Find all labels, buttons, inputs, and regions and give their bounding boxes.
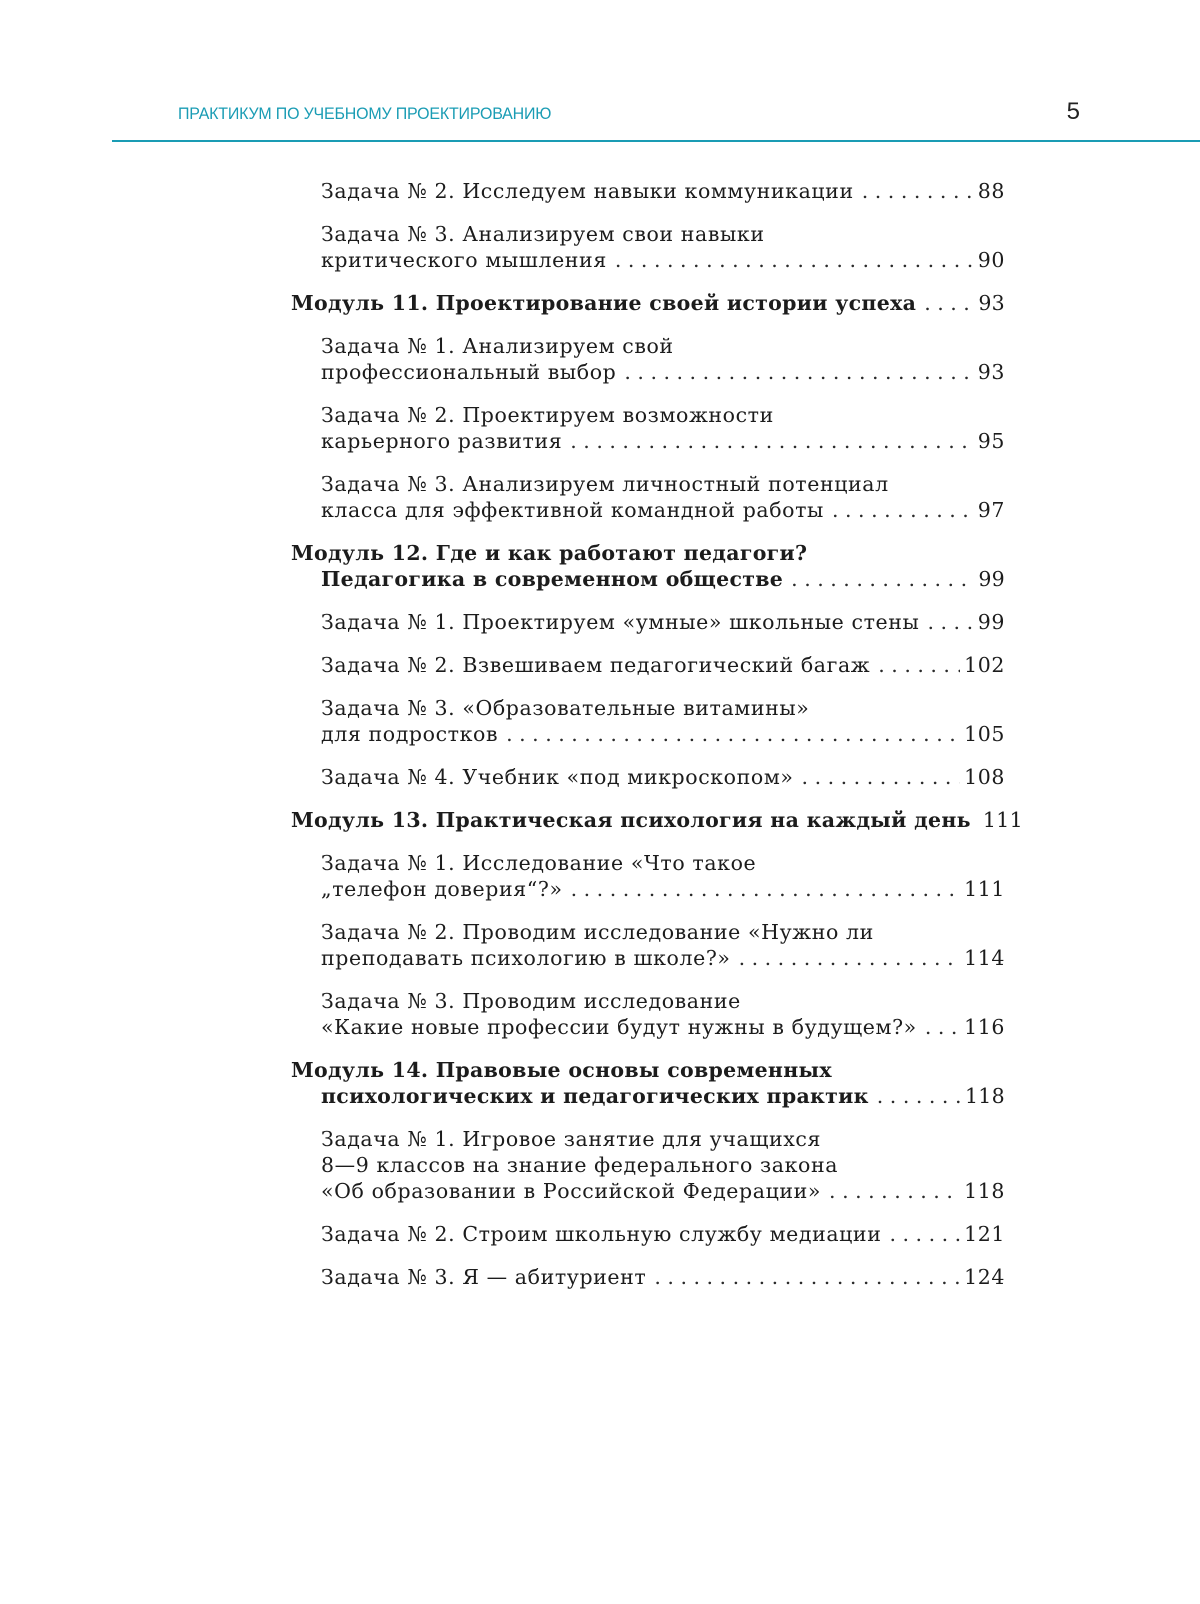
toc-page-number: 97 (977, 498, 1005, 522)
toc-page-number: 111 (964, 877, 1005, 901)
toc-entry-line: Задача № 2. Проектируем возможности (321, 403, 774, 427)
toc-task-entry (291, 178, 1011, 204)
dot-leader (506, 721, 960, 747)
toc-entry-last-line (291, 566, 1005, 592)
dot-leader (878, 652, 960, 678)
toc-page-number: 99 (977, 610, 1005, 634)
toc-page-number: 116 (964, 1015, 1005, 1039)
toc-entry-text: критического мышления (321, 248, 607, 272)
running-head-title: ПРАКТИКУМ ПО УЧЕБНОМУ ПРОЕКТИРОВАНИЮ (178, 104, 552, 123)
toc-entry-last-line (321, 1178, 1005, 1204)
dot-leader (925, 1014, 960, 1040)
toc-entry-last-line (321, 1221, 1005, 1247)
toc-entry-line: 8—9 классов на знание федерального закона (321, 1153, 839, 1177)
dot-leader (654, 1264, 960, 1290)
toc-page-number: 99 (978, 567, 1005, 591)
toc-entry-last-line (321, 247, 1005, 273)
dot-leader (924, 290, 973, 316)
toc-page-number: 124 (964, 1265, 1005, 1289)
toc-entry-text: Задача № 4. Учебник «под микроскопом» (321, 765, 794, 789)
toc-entry-text: Модуль 11. Проектирование своей истории успеха (291, 291, 917, 315)
dot-leader (862, 178, 973, 204)
page-number: 5 (1066, 98, 1080, 125)
toc-entry-line: Задача № 3. Анализируем свои навыки (321, 222, 765, 246)
dot-leader (877, 1083, 961, 1109)
toc-entry-text: Задача № 3. Я — абитуриент (321, 1265, 647, 1289)
toc-entry-last-line (321, 764, 1005, 790)
toc-task-entry (291, 695, 1011, 747)
toc-page-number: 88 (977, 179, 1005, 203)
toc-module-entry (291, 807, 1023, 833)
toc-entry-text: карьерного развития (321, 429, 563, 453)
dot-leader (802, 764, 961, 790)
toc-task-entry (291, 988, 1011, 1040)
toc-module-entry (291, 1057, 1011, 1109)
toc-entry-text: „телефон доверия“?» (321, 877, 563, 901)
toc-page-number: 108 (964, 765, 1005, 789)
toc-entry-last-line (291, 807, 1023, 833)
toc-page-number: 105 (964, 722, 1005, 746)
dot-leader (927, 609, 973, 635)
toc-task-entry (291, 1126, 1011, 1204)
toc-entry-text: Модуль 13. Практическая психология на каждый день (291, 808, 971, 832)
toc-page-number: 90 (977, 248, 1005, 272)
toc-entry-text: Задача № 1. Проектируем «умные» школьные стены (321, 610, 920, 634)
toc-entry-line: Задача № 3. «Образовательные витамины» (321, 696, 810, 720)
toc-entry-text: Педагогика в современном обществе (321, 567, 784, 591)
toc-task-entry (291, 919, 1011, 971)
toc-entry-line: Задача № 1. Анализируем свой (321, 334, 674, 358)
toc-task-entry (291, 764, 1011, 790)
toc-entry-last-line (321, 497, 1005, 523)
dot-leader (615, 247, 973, 273)
toc-entry-line: Задача № 2. Проводим исследование «Нужно ли (321, 920, 874, 944)
dot-leader (571, 876, 960, 902)
toc-page-number: 93 (977, 360, 1005, 384)
toc-entry-line: Задача № 3. Анализируем личностный потенциал (321, 472, 889, 496)
dot-leader (791, 566, 973, 592)
toc-entry-last-line (291, 1083, 1005, 1109)
toc-entry-last-line (321, 721, 1005, 747)
toc-entry-text: Задача № 2. Строим школьную службу медиации (321, 1222, 882, 1246)
toc-entry-last-line (321, 652, 1005, 678)
toc-entry-last-line (321, 359, 1005, 385)
toc-task-entry (291, 850, 1011, 902)
toc-entry-text: для подростков (321, 722, 499, 746)
toc-page-number: 102 (964, 653, 1005, 677)
dot-leader (829, 1178, 960, 1204)
toc-entry-line: Задача № 1. Игровое занятие для учащихся (321, 1127, 822, 1151)
header-rule (112, 140, 1200, 142)
toc-entry-last-line (321, 609, 1005, 635)
toc-entry-last-line (321, 1264, 1005, 1290)
toc-entry-last-line (321, 178, 1005, 204)
toc-entry-line: Модуль 12. Где и как работают педагоги? (291, 541, 808, 565)
toc-module-entry (291, 540, 1011, 592)
toc-entry-last-line (321, 945, 1005, 971)
dot-leader (739, 945, 961, 971)
dot-leader (832, 497, 973, 523)
toc-entry-line: Задача № 3. Проводим исследование (321, 989, 741, 1013)
toc-task-entry (291, 471, 1011, 523)
toc-page-number: 118 (964, 1084, 1005, 1108)
toc-entry-text: психологических и педагогических практик (321, 1084, 869, 1108)
toc-entry-text: класса для эффективной командной работы (321, 498, 824, 522)
toc-page-number: 118 (964, 1179, 1005, 1203)
toc-entry-last-line (291, 290, 1005, 316)
toc-task-entry (291, 333, 1011, 385)
toc-page-number: 95 (977, 429, 1005, 453)
toc-task-entry (291, 402, 1011, 454)
dot-leader (889, 1221, 960, 1247)
toc-page-number: 111 (982, 808, 1023, 832)
dot-leader (624, 359, 973, 385)
toc-page-number: 121 (964, 1222, 1005, 1246)
toc-entry-text: преподавать психологию в школе?» (321, 946, 731, 970)
toc-page-number: 114 (964, 946, 1005, 970)
toc-task-entry (291, 221, 1011, 273)
toc-task-entry (291, 1264, 1011, 1290)
toc-task-entry (291, 609, 1011, 635)
toc-page-number: 93 (978, 291, 1005, 315)
toc-entry-line: Модуль 14. Правовые основы современных (291, 1058, 832, 1082)
dot-leader (570, 428, 973, 454)
toc-entry-text: Задача № 2. Исследуем навыки коммуникации (321, 179, 854, 203)
table-of-contents (291, 178, 1023, 1307)
toc-entry-text: профессиональный выбор (321, 360, 617, 384)
toc-entry-line: Задача № 1. Исследование «Что такое (321, 851, 757, 875)
toc-entry-last-line (321, 428, 1005, 454)
toc-entry-text: Задача № 2. Взвешиваем педагогический багаж (321, 653, 871, 677)
toc-entry-text: «Об образовании в Российской Федерации» (321, 1179, 822, 1203)
toc-entry-last-line (321, 1014, 1005, 1040)
toc-task-entry (291, 652, 1011, 678)
toc-module-entry (291, 290, 1011, 316)
toc-task-entry (291, 1221, 1011, 1247)
toc-entry-last-line (321, 876, 1005, 902)
toc-entry-text: «Какие новые профессии будут нужны в будущем?» (321, 1015, 917, 1039)
